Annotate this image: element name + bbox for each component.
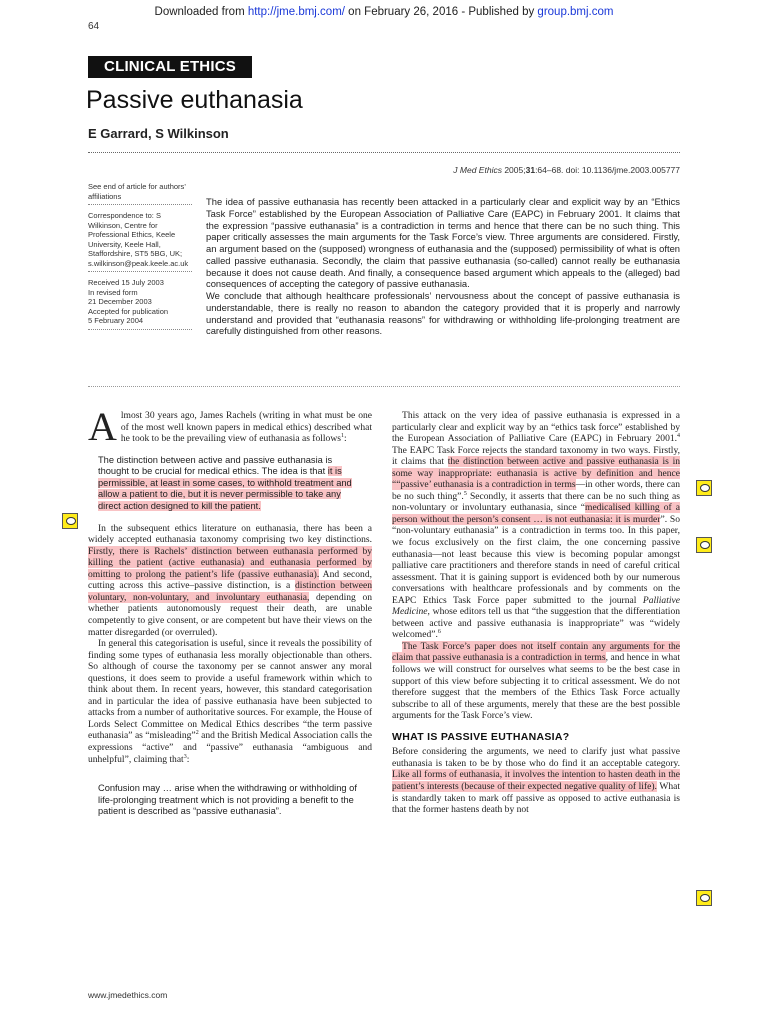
divider — [88, 386, 680, 387]
jme-link[interactable]: http://jme.bmj.com/ — [247, 6, 345, 18]
abstract-paragraph: The idea of passive euthanasia has recently been attacked in a particularly clear and explicit way by an “Ethics Task Force” established by the European Association of Palliative Care (EAPC) in February 2001. It claims that the expression “passive euthanasia” is a contradiction in terms and hence that there can be no such thing. This paper critically assesses the main arguments for the Task Force’s view. Three arguments are considered. Firstly, an argument based on the (supposed) wrongness of euthanasia and the (supposed) permissibility of what is often called passive euthanasia. Secondly, the claim that passive euthanasia (so-called) cannot really be euthanasia because it does not cause death. And finally, a consequence based argument which appeals to the (alleged) bad consequences of accepting the category of passive euthanasia. — [206, 196, 680, 290]
highlight[interactable]: distinction between voluntary, non-voluntary, and involuntary euthanasia, — [88, 580, 372, 603]
download-banner: Downloaded from http://jme.bmj.com/ on February 26, 2016 - Published by group.bmj.com — [154, 6, 614, 18]
article-authors: E Garrard, S Wilkinson — [88, 126, 229, 141]
paragraph: In general this categorisation is useful, since it reveals the possibility of finding some types of euthanasia less morally objectionable than others. So although of course the taxonomy per se cannot answer any moral questions, it does seem to provide a useful framework within which to think about them. In recent years, however, this standard categorisation and in particular the idea of passive euthanasia have been subjected to attacks from a number of authoritative sources. For example, the House of Lords Select Committee on Medical Ethics describes “the term passive euthanasia” as “misleading”$^2$ and the British Medical Association calls the expressions “active” and “passive” euthanasia “ambiguous and unhelpful”, claiming that$^3$: — [88, 638, 373, 765]
paragraph: The Task Force’s paper does not itself contain any arguments for the claim that passive euthanasia is a contradiction in terms, and hence in what follows we will construct for ourselves what seems to be the best case in support of this view before subjecting it to critical assessment. We do not therefore suggest that the members of the Ethics Task Force actually subscribe to all of these arguments, merely that these are the best possible arguments for the Task Force’s view. — [392, 640, 680, 722]
abstract-paragraph: We conclude that although healthcare professionals’ nervousness about the concept of passive euthanasia is understandable, there is really no reason to abandon the category provided that it is properly and narrowly understand and provided that “euthanasia reasons” for withdrawing or withholding life-prolonging treatment are carefully distinguished from other reasons. — [206, 290, 680, 337]
paragraph: This attack on the very idea of passive euthanasia is expressed in a particularly clear and explicit way by an “ethics task force” established by the European Association of Palliative Care (EAPC) in February 2001.$^4$ The EAPC Task Force rejects the standard taxonomy in two ways. Firstly, it claims that the distinction between active and passive euthanasia is in some way inappropriate: euthanasia is active by definition and hence ““passive’ euthanasia is a contradiction in terms—in other words, there can be no such thing”.$^5$ Secondly, it asserts that there can be no such thing as non-voluntary or involuntary euthanasia, since “medicalised killing of a person without the person’s consent … is not euthanasia: it is murder”. So “non-voluntary euthanasia” is a contradiction in terms too. In this paper, we focus exclusively on the first claim, the one concerning passive euthanasia—not least because this view is becoming popular amongst palliative care practitioners and therefore stands in need of careful critical assessment. That it is gaining support is evidenced both by our numerous conversations with healthcare professionals and by comments on the EAPC Ethics Task Force paper submitted to the journal Palliative Medicine, whose editors tell us that “the suggestion that the differentiation between active and passive euthanasia is inappropriate” was “widely welcomed”.$^6$ — [392, 410, 680, 641]
left-column — [88, 404, 373, 828]
block-quote: Confusion may … arise when the withdrawing or withholding of life-prolonging treatment which is not providing a benefit to the patient is described as “passive euthanasia”. — [98, 783, 357, 817]
citation: J Med Ethics 2005;31:64–68. doi: 10.1136/jme.2003.005777 — [453, 165, 680, 175]
comment-note-icon[interactable] — [696, 537, 712, 553]
intro-paragraph: Almost 30 years ago, James Rachels (writing in what must be one of the most well known papers in medical ethics) described what he took to be the prevailing view of euthanasia as follows$^1$: — [88, 404, 372, 449]
abstract — [206, 196, 680, 337]
highlight[interactable]: medicalised killing of a person without the person’s consent … is not euthanasia: it is murder — [392, 502, 680, 525]
accepted-date: 5 February 2004 — [88, 316, 144, 325]
comment-note-icon[interactable] — [696, 480, 712, 496]
paragraph: Before considering the arguments, we need to clarify just what passive euthanasia is taken to be by those who do find it an acceptable category. Like all forms of euthanasia, it involves the intention to hasten death in the patient’s interests (because of their expected negative quality of life). What is standardly taken to mark off passive as opposed to active euthanasia is that the former hastens death by not — [392, 746, 681, 816]
section-label: CLINICAL ETHICS — [88, 56, 252, 78]
block-quote: The distinction between active and passive euthanasia is thought to be crucial for medical ethics. The idea is that it is permissible, at least in some cases, to withhold treatment and allow a patient to die, but it is never permissible to take any direct action designed to kill the patient. — [98, 454, 352, 512]
highlight[interactable]: it is permissible, at least in some cases, to withhold treatment and allow a patient to die, but it is never permissible to take any direct action designed to kill the patient. — [98, 466, 352, 512]
article-sidebar — [88, 182, 192, 336]
publisher-link[interactable]: group.bmj.com — [537, 6, 614, 18]
received-date: Received 15 July 2003 — [88, 278, 164, 287]
affiliations-note: See end of article for authors’ affiliations — [88, 182, 186, 201]
section-heading: WHAT IS PASSIVE EUTHANASIA? — [392, 730, 570, 743]
highlight[interactable]: the distinction between active and passive euthanasia is in some way inappropriate: euthanasia is active by definition and hence ““passive’ euthanasia is a contradiction in terms — [392, 456, 680, 491]
drop-cap: A — [88, 404, 117, 449]
right-column — [392, 410, 680, 816]
revised-label: In revised form — [88, 287, 138, 297]
highlight[interactable]: The Task Force’s paper does not itself contain any arguments for the claim that passive euthanasia is a contradiction in terms — [392, 640, 680, 664]
article-title: Passive euthanasia — [86, 86, 303, 114]
page-number: 64 — [88, 21, 100, 32]
comment-note-icon[interactable] — [62, 513, 78, 529]
highlight[interactable]: Like all forms of euthanasia, it involves the intention to hasten death in the patient’s interests (because of their expected negative quality of life). — [392, 769, 680, 792]
revised-date: 21 December 2003 — [88, 297, 152, 306]
correspondence: Correspondence to: S Wilkinson, Centre for Professional Ethics, Keele University, Keele Hall, Staffordshire, ST5 5BG, UK; s.wilkinson@peak.keele.ac.uk — [88, 211, 189, 268]
comment-note-icon[interactable] — [696, 890, 712, 906]
divider — [88, 152, 680, 153]
paragraph: In the subsequent ethics literature on euthanasia, there has been a widely accepted euthanasia taxonomy comprising two key distinctions. Firstly, there is Rachels’ distinction between euthanasia performed by killing the patient (active euthanasia) and euthanasia performed by omitting to prolong the patient’s life (passive euthanasia). And second, cutting across this active–passive distinction, is a distinction between voluntary, non-voluntary, and involuntary euthanasia, depending on whether patients autonomously request their death, are unable competently to give consent, or are competent but have their views on the matter disregarded (or overruled). — [88, 522, 373, 638]
highlight[interactable]: Firstly, there is Rachels’ distinction between euthanasia performed by killing the patient (active euthanasia) and euthanasia performed by omitting to prolong the patient’s life (passive euthanasia). — [88, 545, 372, 580]
accepted-label: Accepted for publication — [88, 306, 169, 316]
footer-url: www.jmedethics.com — [88, 990, 168, 1000]
